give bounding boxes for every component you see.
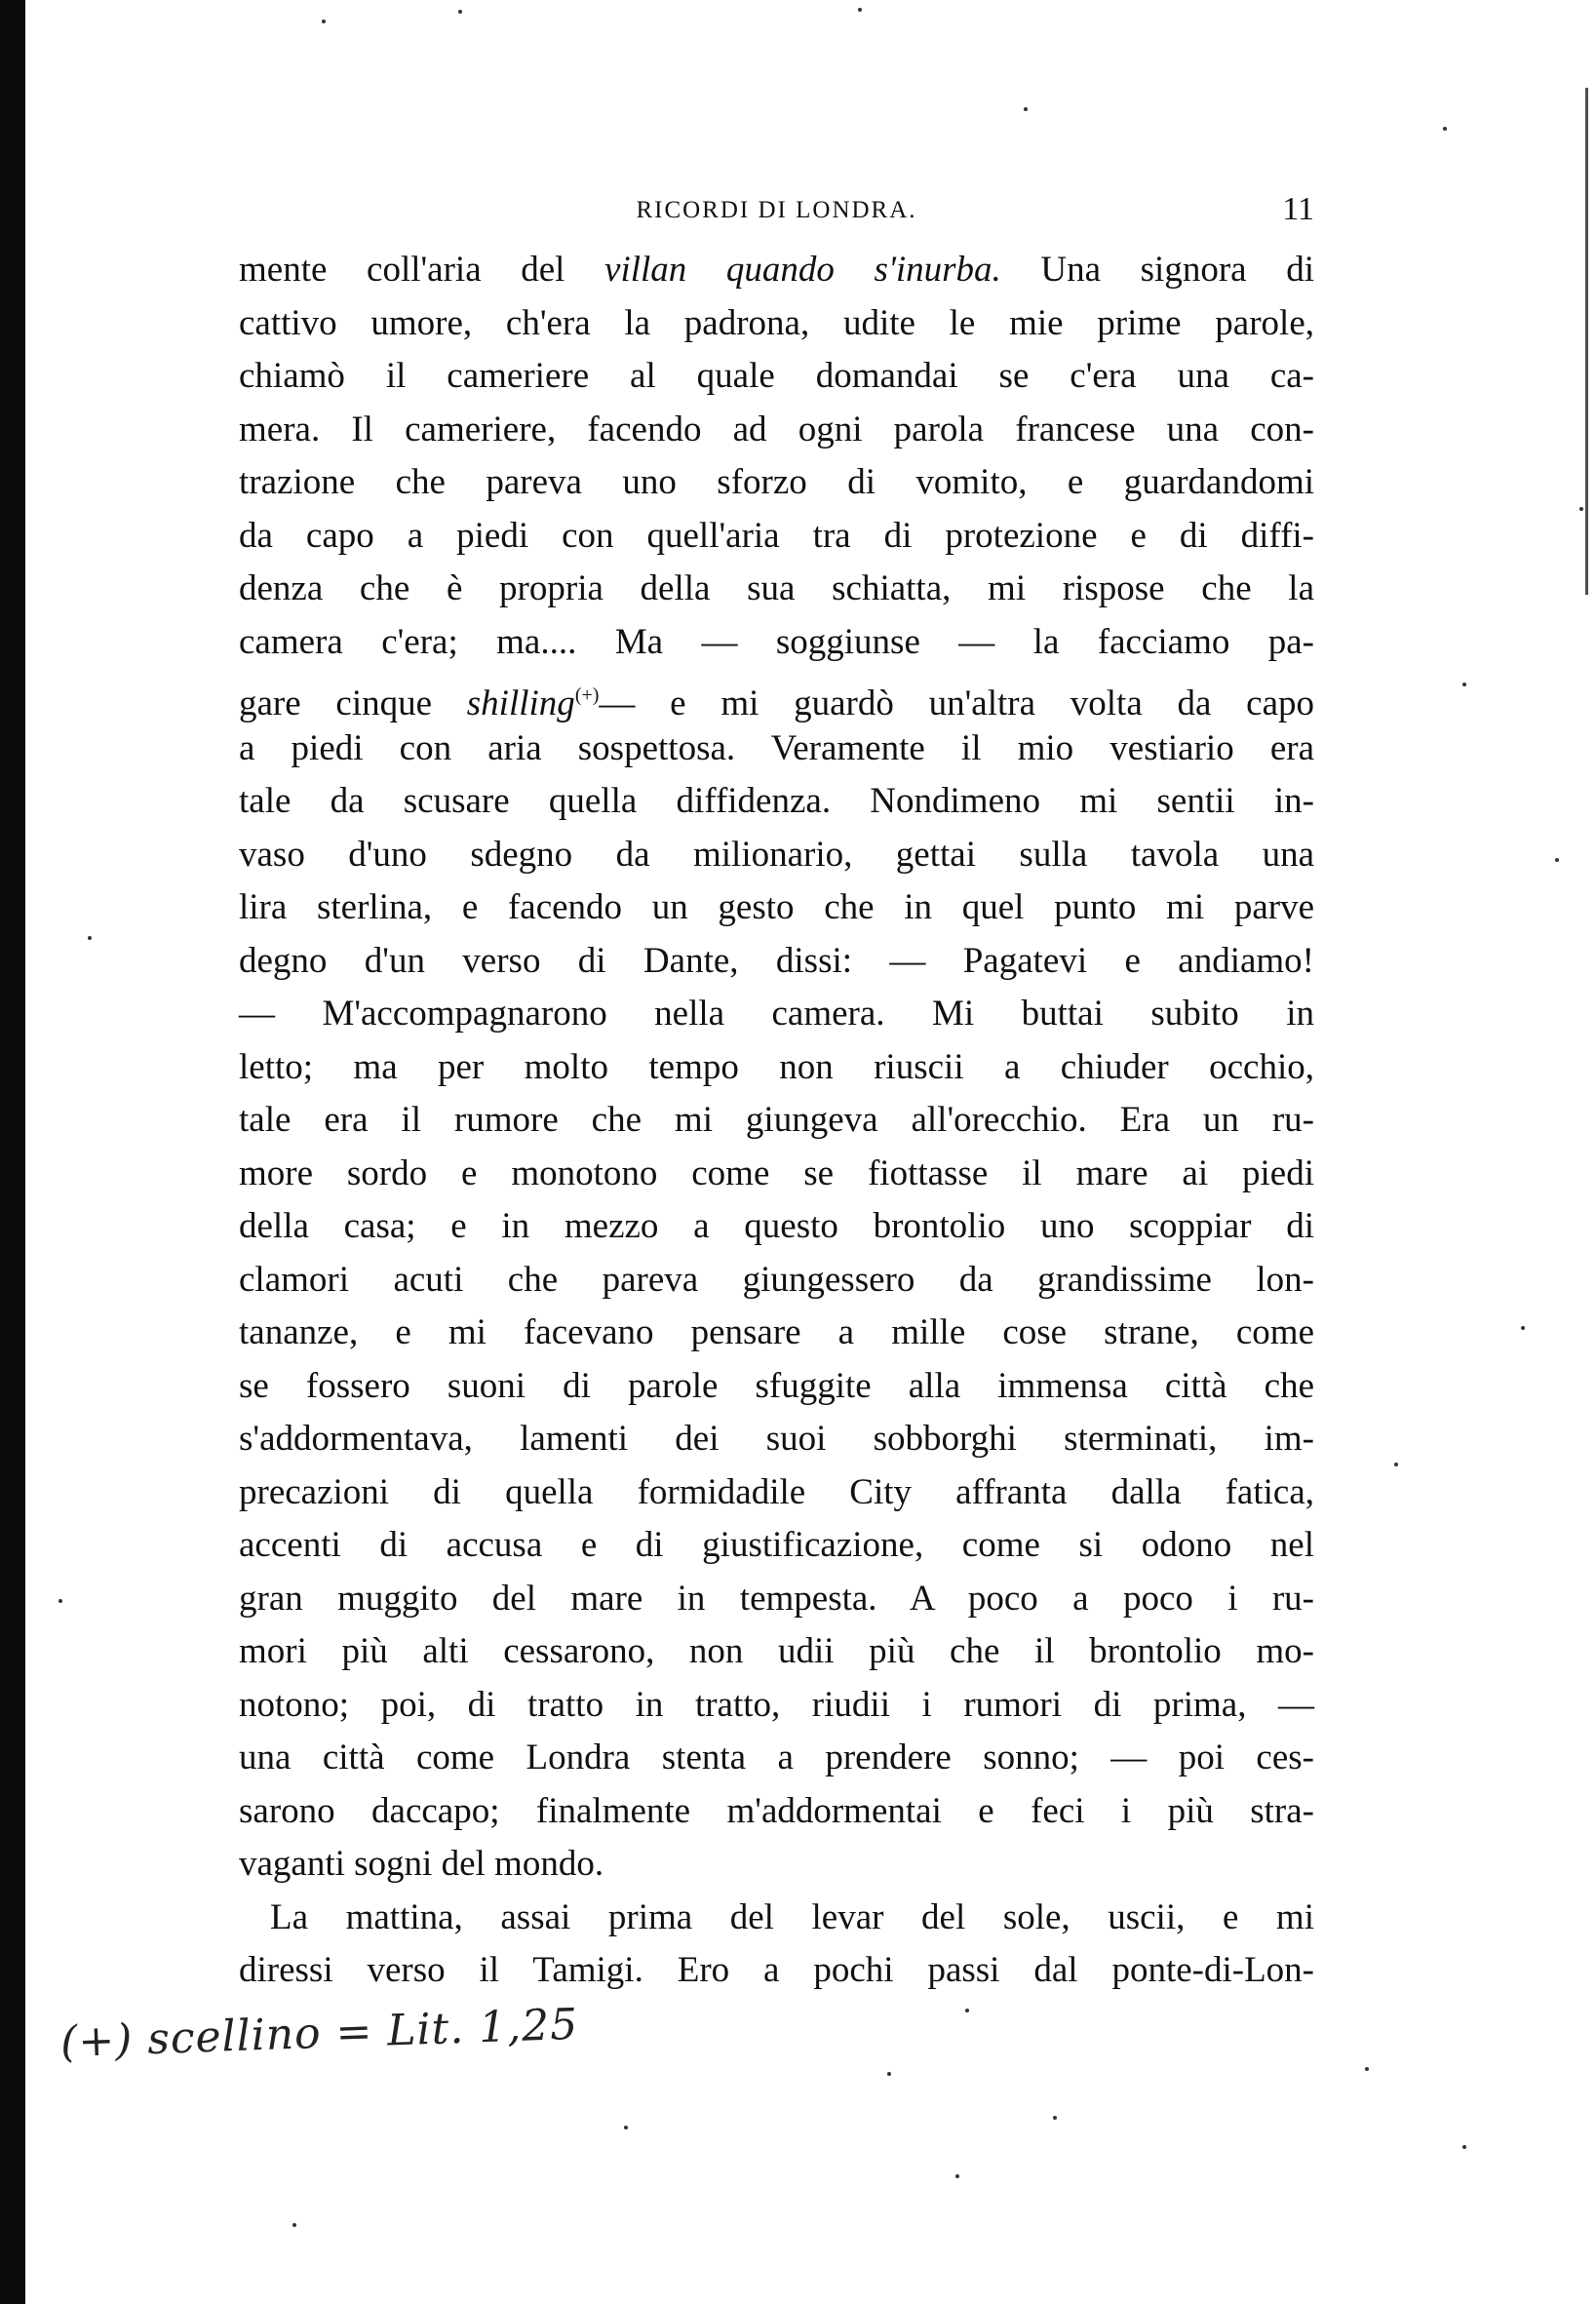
text-span: more sordo e monotono come se fiottasse il mare ai piedi [239, 1152, 1314, 1193]
scan-speck [624, 2126, 628, 2129]
scan-speck [1443, 127, 1447, 131]
text-line [239, 1625, 1314, 1679]
scan-speck [965, 2009, 969, 2012]
text-span: Una signora di [1000, 250, 1314, 290]
text-line [239, 775, 1314, 829]
text-span: gare cinque [239, 683, 467, 723]
text-span: diressi verso il Tamigi. Ero a pochi passi dal ponte-di-Lon- [239, 1950, 1314, 1990]
page-number: 11 [1282, 191, 1314, 227]
text-span: della casa; e in mezzo a questo brontolio uno scoppiar di [239, 1206, 1314, 1246]
text-span: una città come Londra stenta a prendere sonno; — poi ces- [239, 1738, 1314, 1777]
text-line [239, 1892, 1314, 1945]
text-line [239, 1785, 1314, 1839]
text-line [239, 722, 1314, 776]
text-line [239, 616, 1314, 670]
text-span: denza che è propria della sua schiatta, mi rispose che la [239, 568, 1314, 608]
italic-text: villan quando s'inurba. [604, 250, 1001, 290]
text-span: cattivo umore, ch'era la padrona, udite le mie prime parole, [239, 302, 1314, 343]
page-header [239, 191, 1314, 234]
text-span: notono; poi, di tratto in tratto, riudii i rumori di prima, — [239, 1684, 1314, 1725]
text-line [239, 563, 1314, 616]
text-span: da capo a piedi con quell'aria tra di protezione e di diffi- [239, 515, 1314, 556]
scan-speck [887, 2072, 891, 2076]
text-line [239, 669, 1314, 722]
scan-speck [1365, 2067, 1369, 2071]
scan-speck [88, 936, 92, 940]
scan-speck [292, 2223, 296, 2227]
text-line [239, 1148, 1314, 1201]
text-span: tale da scusare quella diffidenza. Nondimeno mi sentii in- [239, 781, 1314, 821]
scan-speck [1462, 683, 1466, 686]
text-span: tananze, e mi facevano pensare a mille cose strane, come [239, 1312, 1314, 1352]
text-line [239, 1200, 1314, 1254]
text-span: camera c'era; ma.... Ma — soggiunse — la facciamo pa- [239, 621, 1314, 662]
scan-speck [1024, 107, 1028, 111]
text-line [239, 1466, 1314, 1520]
text-line [239, 1944, 1314, 1998]
text-span: clamori acuti che pareva giungessero da grandissime lon- [239, 1259, 1314, 1300]
text-span: vaso d'uno sdegno da milionario, gettai sulla tavola una [239, 834, 1314, 875]
scan-speck [1555, 858, 1559, 862]
running-head: RICORDI DI LONDRA. [636, 197, 917, 223]
text-line [239, 881, 1314, 935]
text-line [239, 244, 1314, 297]
text-line [239, 1679, 1314, 1733]
text-line [239, 1413, 1314, 1466]
scan-speck [1394, 1463, 1398, 1466]
scan-speck [955, 2174, 959, 2178]
text-span: trazione che pareva uno sforzo di vomito, e guardandomi [239, 462, 1314, 502]
text-line [239, 1254, 1314, 1308]
text-span: mori più alti cessarono, non udii più che il brontolio mo- [239, 1631, 1314, 1671]
text-line [239, 350, 1314, 404]
scan-left-edge [0, 0, 25, 2304]
text-line [239, 456, 1314, 510]
scan-right-edge [1585, 88, 1588, 595]
italic-text: shilling [466, 683, 575, 723]
text-span: sarono daccapo; finalmente m'addormentai e feci i più stra- [239, 1790, 1314, 1831]
handwritten-footnote: (+) scellino = Lit. 1,25 [59, 1999, 579, 2068]
scan-speck [1521, 1326, 1525, 1330]
scan-speck [858, 8, 862, 12]
text-span: lira sterlina, e facendo un gesto che in quel punto mi parve [239, 887, 1314, 927]
text-span: a piedi con aria sospettosa. Veramente il mio vestiario era [239, 727, 1314, 768]
text-line [239, 404, 1314, 457]
text-line [239, 1732, 1314, 1785]
footnote-marker: (+) [574, 684, 600, 706]
scan-speck [58, 1599, 62, 1603]
text-line [239, 1307, 1314, 1360]
text-span: chiamò il cameriere al quale domandai se c'era una ca- [239, 356, 1314, 396]
text-span: — e mi guardò un'altra volta da capo [599, 683, 1314, 723]
text-line [239, 1041, 1314, 1095]
text-line [239, 935, 1314, 989]
text-span: se fossero suoni di parole sfuggite alla immensa città che [239, 1365, 1314, 1406]
text-line [239, 510, 1314, 564]
text-span: s'addormentava, lamenti dei suoi sobborghi sterminati, im- [239, 1419, 1314, 1459]
text-span: mera. Il cameriere, facendo ad ogni parola francese una con- [239, 409, 1314, 449]
text-span: gran muggito del mare in tempesta. A poco a poco i ru- [239, 1578, 1314, 1619]
text-line [239, 1519, 1314, 1573]
scan-speck [1579, 507, 1583, 511]
text-span: letto; ma per molto tempo non riuscii a chiuder occhio, [239, 1046, 1314, 1087]
text-span: vaganti sogni del mondo. [239, 1844, 604, 1884]
text-span: La mattina, assai prima del levar del sole, uscii, e mi [270, 1896, 1314, 1937]
scan-speck [1462, 2145, 1466, 2149]
text-line [239, 1573, 1314, 1626]
text-span: degno d'un verso di Dante, dissi: — Pagatevi e andiamo! [239, 940, 1314, 981]
text-line [239, 1360, 1314, 1414]
text-span: tale era il rumore che mi giungeva all'orecchio. Era un ru- [239, 1100, 1314, 1140]
text-line [239, 297, 1314, 351]
scan-speck [322, 20, 326, 23]
text-line [239, 829, 1314, 882]
body-text [239, 244, 1314, 1998]
text-line [239, 1094, 1314, 1148]
scan-speck [1053, 2116, 1057, 2120]
text-span: accenti di accusa e di giustificazione, come si odono nel [239, 1525, 1314, 1565]
text-line [239, 988, 1314, 1041]
text-span: mente coll'aria del [239, 250, 605, 290]
text-span: — M'accompagnarono nella camera. Mi buttai subito in [239, 994, 1314, 1034]
text-line [239, 1838, 1314, 1892]
text-span: precazioni di quella formidadile City affranta dalla fatica, [239, 1471, 1314, 1512]
scan-speck [458, 10, 462, 14]
